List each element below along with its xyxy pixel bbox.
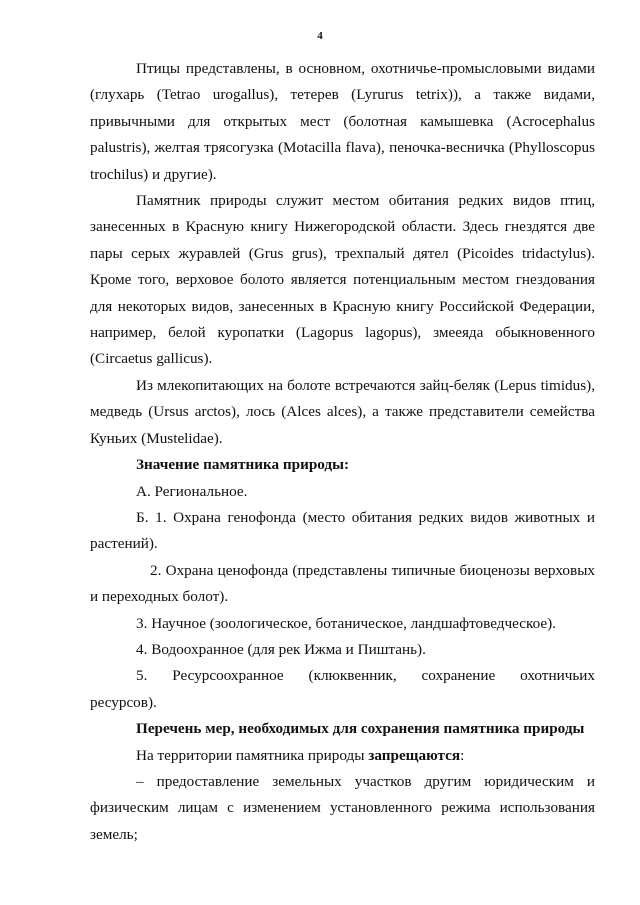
measure-item-1: – предоставление земельных участков другим юридическим и физическим лицам с изменением установленного режима использования земель; [90,772,595,843]
significance-item-b1: Б. 1. Охрана генофонда (место обитания редких видов животных и растений). [90,508,595,553]
significance-item-a: А. Региональное. [136,482,248,500]
significance-heading: Значение памятника природы: [136,456,350,474]
paragraph-mammals: Из млекопитающих на болоте встречаются зайц-беляк (Lepus timidus), медведь (Ursus arctos), лось (Alces alces), а также представители семейства Куньих (Mustelidae). [90,376,595,447]
paragraph-rare-birds: Памятник природы служит местом обитания редких видов птиц, занесенных в Красную книгу Нижегородской области. Здесь гнездятся две пары серых журавлей (Grus grus), трехпалый дятел (Picoides tridactylus). Кроме того, верховое болото является потенциальным местом гнездования для некоторых видов, занесенных в Красную книгу Российской Федерации, например, белой куропатки (Lagopus lagopus), змееяда обыкновенного (Circaetus gallicus). [90,192,595,368]
prohibited-intro [90,743,595,769]
significance-item-b3: 3. Научное (зоологическое, ботаническое, ландшафтоведческое). [136,614,556,632]
measures-heading: Перечень мер, необходимых для сохранения памятника природы [136,720,585,738]
page-number: 4 [317,30,323,42]
significance-item-b5-line1: 5. Ресурсоохранное (клюквенник, сохранение охотничьих [136,667,595,685]
significance-item-b4: 4. Водоохранное (для рек Ижма и Пиштань). [136,640,426,658]
prohibited-word: запрещаются [368,746,461,764]
paragraph-birds: Птицы представлены, в основном, охотничье-промысловыми видами (глухарь (Tetrao urogallus), тетерев (Lyrurus tetrix)), а также видами, привычными для открытых мест (болотная камышевка (Acrocephalus palustris), желтая трясогузка (Motacilla flava), пеночка-весничка (Phylloscopus trochilus) и другие). [90,60,595,183]
significance-item-b2: 2. Охрана ценофонда (представлены типичные биоценозы верховых и переходных болот). [90,561,595,606]
prohibited-colon: : [460,746,465,764]
prohibited-intro-text: На территории памятника природы [136,746,365,764]
document-body [90,56,595,848]
significance-item-b5-line2: ресурсов). [90,693,157,711]
